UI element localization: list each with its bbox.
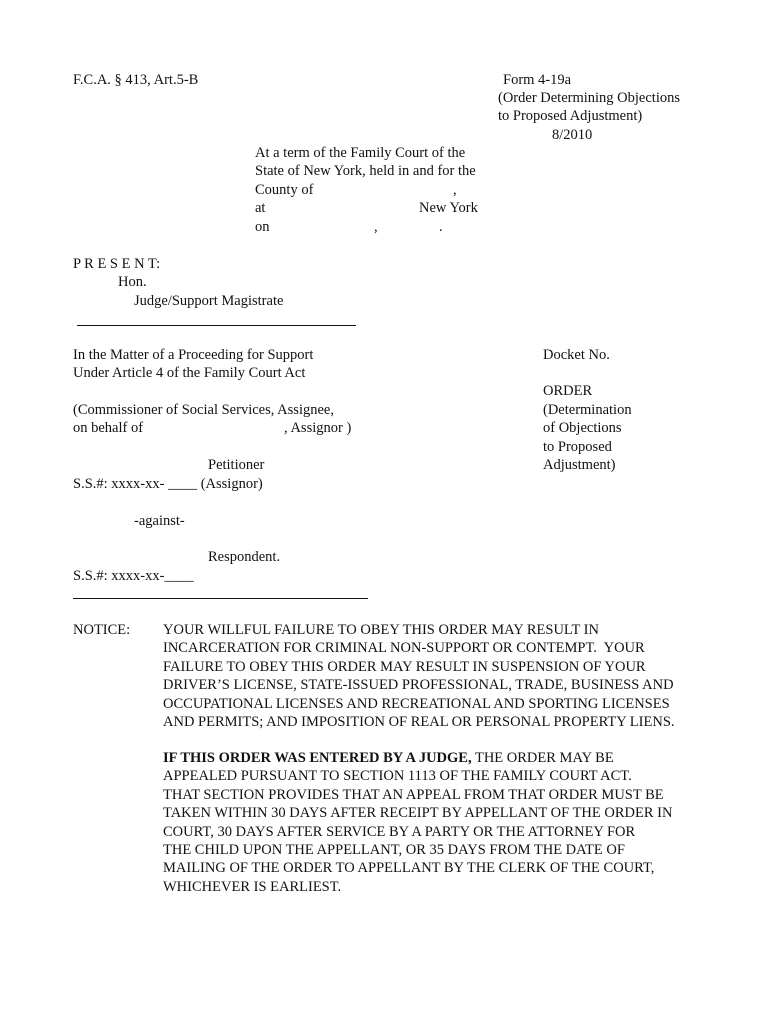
on-comma: , [374, 219, 378, 235]
matter-line1: In the Matter of a Proceeding for Support [73, 347, 314, 363]
docket-label: Docket No. [543, 347, 610, 363]
order-title: ORDER [543, 383, 593, 399]
present-divider [77, 325, 356, 326]
at-label: at [255, 200, 266, 216]
county-comma: , [453, 182, 457, 198]
order-sub-line1: (Determination [543, 402, 632, 418]
court-term-line2: State of New York, held in and for the [255, 163, 476, 179]
county-label: County of [255, 182, 314, 198]
notice-p1-line: FAILURE TO OBEY THIS ORDER MAY RESULT IN SUSPENSION OF YOUR [163, 658, 646, 675]
appeal-heading-rest: THE ORDER MAY BE [471, 750, 614, 766]
on-period: . [439, 219, 443, 235]
ssn-respondent [73, 567, 193, 585]
form-date: 8/2010 [552, 127, 593, 143]
notice-p1-line: YOUR WILLFUL FAILURE TO OBEY THIS ORDER MAY RESULT IN [163, 622, 599, 638]
present-hon: Hon. [118, 274, 147, 290]
appeal-heading: IF THIS ORDER WAS ENTERED BY A JUDGE, [163, 750, 472, 766]
order-sub-line4: Adjustment) [543, 457, 616, 473]
order-sub-line3: to Proposed [543, 439, 612, 455]
notice-paragraph-1 [163, 621, 708, 731]
caption-divider [73, 598, 368, 599]
notice-paragraph-2 [163, 749, 708, 896]
court-term-line1: At a term of the Family Court of the [255, 145, 466, 161]
statute-citation: F.C.A. § 413, Art.5-B [73, 72, 199, 88]
against-label: -against- [134, 513, 185, 529]
order-sub-line2: of Objections [543, 420, 622, 436]
notice-p2-line: MAILING OF THE ORDER TO APPELLANT BY THE CLERK OF THE COURT, [163, 860, 655, 877]
notice-p2-line: TAKEN WITHIN 30 DAYS AFTER RECEIPT BY APPELLANT OF THE ORDER IN [163, 805, 673, 822]
court-state: New York [419, 200, 478, 216]
present-role: Judge/Support Magistrate [134, 293, 284, 309]
ssn-petitioner-prefix: S.S.#: xxxx-xx- [73, 476, 165, 492]
ssn-petitioner [73, 475, 263, 493]
notice-p1-line: INCARCERATION FOR CRIMINAL NON-SUPPORT OR CONTEMPT. YOUR [163, 640, 645, 657]
notice-p1-line: AND PERMITS; AND IMPOSITION OF REAL OR PERSONAL PROPERTY LIENS. [163, 714, 675, 731]
form-title-line1: (Order Determining Objections [498, 90, 681, 106]
notice-p2-line: THAT SECTION PROVIDES THAT AN APPEAL FROM THAT ORDER MUST BE [163, 786, 664, 803]
notice-p2-first-line [163, 749, 708, 767]
respondent-label: Respondent. [208, 549, 281, 565]
ssn-respondent-blank: ____ [164, 568, 194, 584]
notice-p2-line: COURT, 30 DAYS AFTER SERVICE BY A PARTY OR THE ATTORNEY FOR [163, 823, 636, 840]
petitioner-label: Petitioner [208, 457, 265, 473]
notice-p2-line: THE CHILD UPON THE APPELLANT, OR 35 DAYS FROM THE DATE OF [163, 842, 625, 859]
on-behalf-label: on behalf of [73, 420, 144, 436]
notice-label: NOTICE: [73, 622, 131, 638]
notice-p1-line: OCCUPATIONAL LICENSES AND RECREATIONAL AND SPORTING LICENSES [163, 695, 670, 712]
ssn-respondent-prefix: S.S.#: xxxx-xx- [73, 568, 165, 584]
ssn-petitioner-suffix: (Assignor) [200, 476, 263, 492]
present-label: P R E S E N T: [73, 256, 161, 272]
form-number: Form 4-19a [503, 72, 572, 88]
notice-p2-line: WHICHEVER IS EARLIEST. [163, 878, 342, 895]
notice-p2-line: APPEALED PURSUANT TO SECTION 1113 OF THE FAMILY COURT ACT. [163, 768, 632, 785]
on-label: on [255, 219, 270, 235]
commissioner-line: (Commissioner of Social Services, Assignee, [73, 402, 334, 418]
matter-line2: Under Article 4 of the Family Court Act [73, 365, 306, 381]
ssn-petitioner-blank: ____ [168, 476, 198, 492]
assignor-suffix: , Assignor ) [284, 420, 352, 436]
notice-p1-line: DRIVER’S LICENSE, STATE-ISSUED PROFESSIONAL, TRADE, BUSINESS AND [163, 677, 674, 694]
form-title-line2: to Proposed Adjustment) [498, 108, 643, 124]
